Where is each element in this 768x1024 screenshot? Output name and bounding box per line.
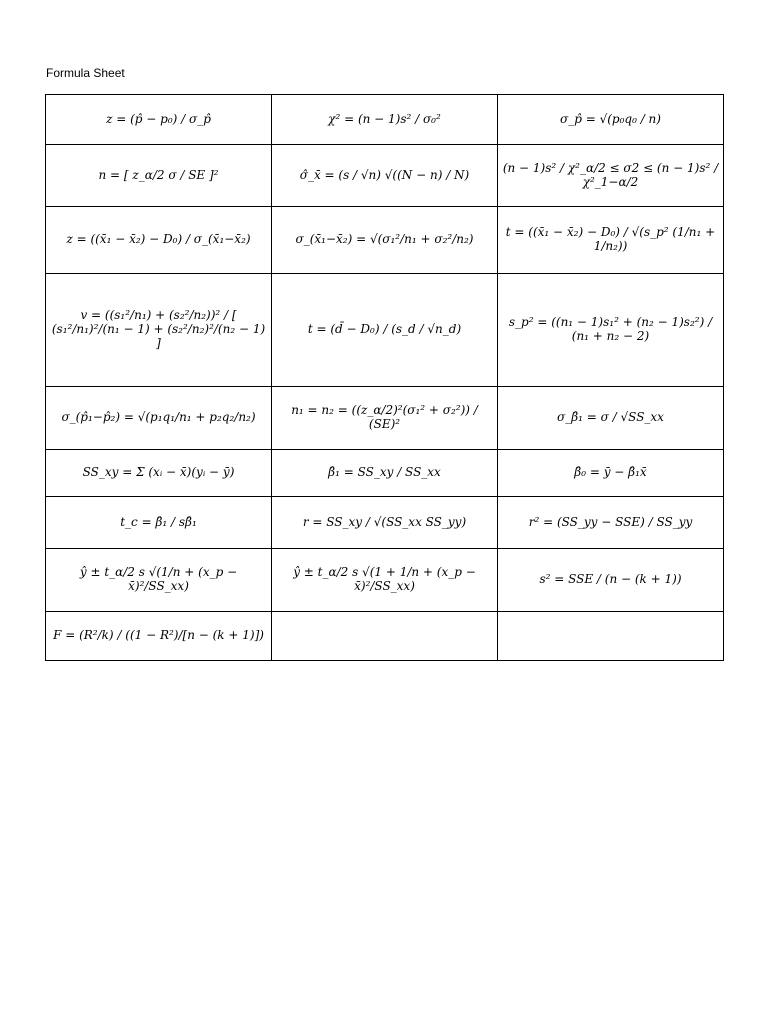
formula-cell: σ_p̂ = √(p₀q₀ / n)	[498, 95, 724, 145]
table-row	[46, 450, 724, 497]
formula-cell: z = ((x̄₁ − x̄₂) − D₀) / σ_(x̄₁−x̄₂)	[46, 207, 272, 274]
formula-cell: σ_(x̄₁−x̄₂) = √(σ₁²/n₁ + σ₂²/n₂)	[272, 207, 498, 274]
table-row	[46, 497, 724, 549]
table-row	[46, 95, 724, 145]
table-row	[46, 387, 724, 450]
formula-cell: σ_β̂₁ = σ / √SS_xx	[498, 387, 724, 450]
table-row	[46, 145, 724, 207]
formula-table	[45, 94, 724, 661]
formula-cell: v = ((s₁²/n₁) + (s₂²/n₂))² / [ (s₁²/n₁)²/(n₁ − 1) + (s₂²/n₂)²/(n₂ − 1) ]	[46, 274, 272, 387]
formula-cell: s² = SSE / (n − (k + 1))	[498, 549, 724, 612]
page-title: Formula Sheet	[46, 66, 125, 80]
formula-cell: σ̂_x̄ = (s / √n) √((N − n) / N)	[272, 145, 498, 207]
formula-cell: (n − 1)s² / χ²_α/2 ≤ σ2 ≤ (n − 1)s² / χ²_1−α/2	[498, 145, 724, 207]
formula-cell: r² = (SS_yy − SSE) / SS_yy	[498, 497, 724, 549]
formula-cell: ŷ ± t_α/2 s √(1/n + (x_p − x̄)²/SS_xx)	[46, 549, 272, 612]
formula-cell	[272, 612, 498, 661]
formula-cell: t = ((x̄₁ − x̄₂) − D₀) / √(s_p² (1/n₁ + 1/n₂))	[498, 207, 724, 274]
formula-cell: SS_xy = Σ (xᵢ − x̄)(yᵢ − ȳ)	[46, 450, 272, 497]
formula-cell: t = (d̄ − D₀) / (s_d / √n_d)	[272, 274, 498, 387]
formula-cell: F = (R²/k) / ((1 − R²)/[n − (k + 1)])	[46, 612, 272, 661]
table-row	[46, 274, 724, 387]
formula-cell: σ_(p̂₁−p̂₂) = √(p₁q₁/n₁ + p₂q₂/n₂)	[46, 387, 272, 450]
formula-cell: n = [ z_α/2 σ / SE ]²	[46, 145, 272, 207]
table-row	[46, 612, 724, 661]
table-row	[46, 549, 724, 612]
formula-cell: t_c = β̂₁ / sβ̂₁	[46, 497, 272, 549]
formula-cell: r = SS_xy / √(SS_xx SS_yy)	[272, 497, 498, 549]
formula-cell: χ² = (n − 1)s² / σ₀²	[272, 95, 498, 145]
formula-cell: s_p² = ((n₁ − 1)s₁² + (n₂ − 1)s₂²) / (n₁ + n₂ − 2)	[498, 274, 724, 387]
formula-cell: n₁ = n₂ = ((z_α/2)²(σ₁² + σ₂²)) / (SE)²	[272, 387, 498, 450]
formula-cell: ŷ ± t_α/2 s √(1 + 1/n + (x_p − x̄)²/SS_xx)	[272, 549, 498, 612]
formula-cell: z = (p̂ − p₀) / σ_p̂	[46, 95, 272, 145]
formula-cell: β̂₀ = ȳ − β̂₁x̄	[498, 450, 724, 497]
formula-cell: β̂₁ = SS_xy / SS_xx	[272, 450, 498, 497]
table-row	[46, 207, 724, 274]
formula-cell	[498, 612, 724, 661]
